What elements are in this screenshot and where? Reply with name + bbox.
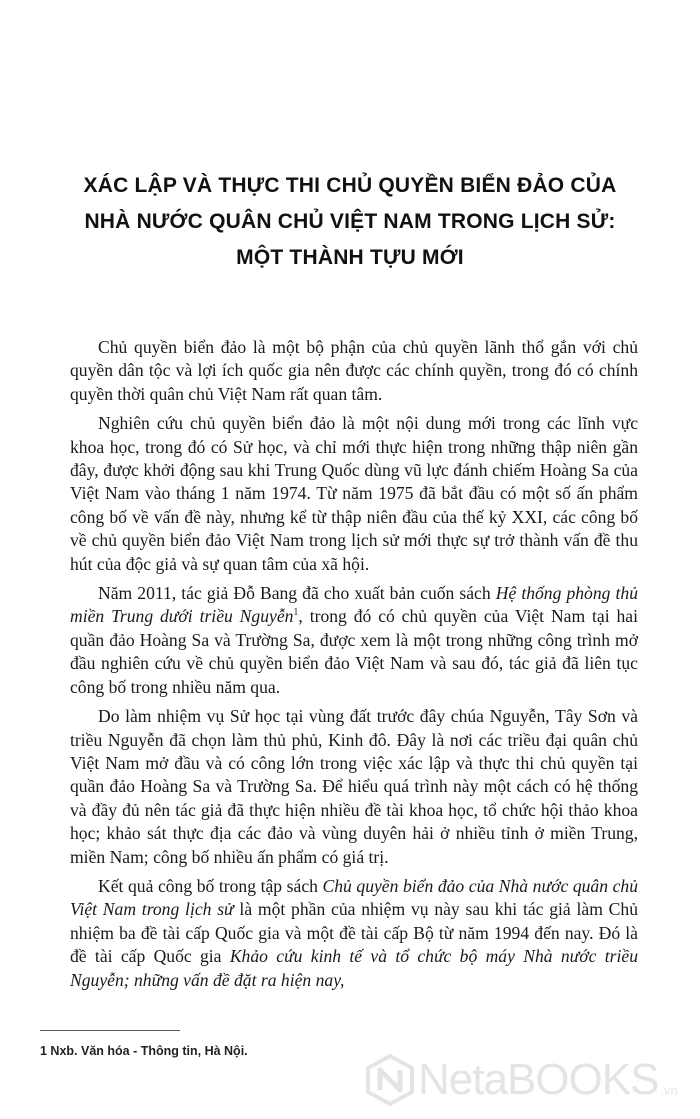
watermark-brand: NetaBOOKS <box>418 1055 659 1104</box>
paragraph-5-text-a: Kết quả công bố trong tập sách <box>98 875 323 896</box>
title-line-3: MỘT THÀNH TỰU MỚI <box>236 246 464 269</box>
chapter-title <box>60 168 640 276</box>
paragraph-3 <box>70 582 638 699</box>
footnote-marker: 1 <box>293 607 299 619</box>
paragraph-4: Do làm nhiệm vụ Sử học tại vùng đất trước đây chúa Nguyễn, Tây Sơn và triều Nguyễn đã chọn làm thủ phủ, Kinh đô. Đây là nơi các triều đại quân chủ Việt Nam mở đầu và có công lớn trong việc xác lập và thực thi chủ quyền tại quần đảo Hoàng Sa và Trường Sa. Để hiểu quá trình này một cách có hệ thống và đầy đủ nên tác giả đã thực hiện nhiều đề tài khoa học, tổ chức hội thảo khoa học; khảo sát thực địa các đảo và vùng duyên hải ở nhiều tỉnh ở miền Trung, miền Nam; công bố nhiều ấn phẩm có giá trị. <box>70 706 638 867</box>
paragraph-5 <box>70 875 638 992</box>
title-line-2: NHÀ NƯỚC QUÂN CHỦ VIỆT NAM TRONG LỊCH SỬ: <box>84 210 616 233</box>
paragraph-3-text-a: Năm 2011, tác giả Đỗ Bang đã cho xuất bản cuốn sách <box>98 583 496 604</box>
paragraph-2: Nghiên cứu chủ quyền biển đảo là một nội dung mới trong các lĩnh vực khoa học, trong đó có Sử học, và chỉ mới thực hiện trong những thập niên gần đây, được khởi động sau khi Trung Quốc dùng vũ lực đánh chiếm Hoàng Sa của Việt Nam vào tháng 1 năm 1974. Từ năm 1975 đã bắt đầu có một số ấn phẩm công bố về vấn đề này, nhưng kể từ thập niên đầu của thế kỷ XXI, các công bố về chủ quyền biển đảo Việt Nam trong lịch sử mới thực sự trở thành vấn đề thu hút của độc giả và sự quan tâm của xã hội. <box>70 413 638 574</box>
title-line-1: XÁC LẬP VÀ THỰC THI CHỦ QUYỀN BIỂN ĐẢO CỦA <box>83 174 617 197</box>
netabooks-logo-icon <box>364 1054 416 1106</box>
watermark-suffix: .vn <box>660 1083 678 1098</box>
footnote: 1 Nxb. Văn hóa - Thông tin, Hà Nội. <box>40 1044 248 1058</box>
book-title-italic: Hệ thống phòng thủ miền Trung dưới triều Nguyễn <box>70 583 638 627</box>
paragraph-1: Chủ quyền biển đảo là một bộ phận của chủ quyền lãnh thổ gắn với chủ quyền dân tộc và lợi ích quốc gia nên được các chính quyền, trong đó có chính quyền thời quân chủ Việt Nam rất quan tâm. <box>70 337 638 404</box>
book-title-italic-2: Chủ quyền biển đảo của Nhà nước quân chủ Việt Nam trong lịch sử <box>70 875 639 920</box>
footnote-divider <box>40 1030 180 1031</box>
paragraph-5-text-b: là một phần của nhiệm vụ này sau khi tác giả làm Chủ nhiệm ba đề tài cấp Quốc gia và một đề tài cấp Bộ từ năm 1994 đến nay. Đó là đề tài cấp Quốc gia <box>70 899 638 967</box>
body-text <box>70 336 638 998</box>
paragraph-3-text-b: , trong đó có chủ quyền của Việt Nam tại hai quần đảo Hoàng Sa và Trường Sa, được xem là một trong những công trình mở đầu nghiên cứu về chủ quyền biển đảo Việt Nam và sau đó, tác giả đã liên tục công bố trong nhiều năm qua. <box>70 606 638 697</box>
project-title-italic: Khảo cứu kinh tế và tổ chức bộ máy Nhà nước triều Nguyễn; những vấn đề đặt ra hiện nay, <box>70 946 638 990</box>
watermark <box>364 1050 684 1110</box>
